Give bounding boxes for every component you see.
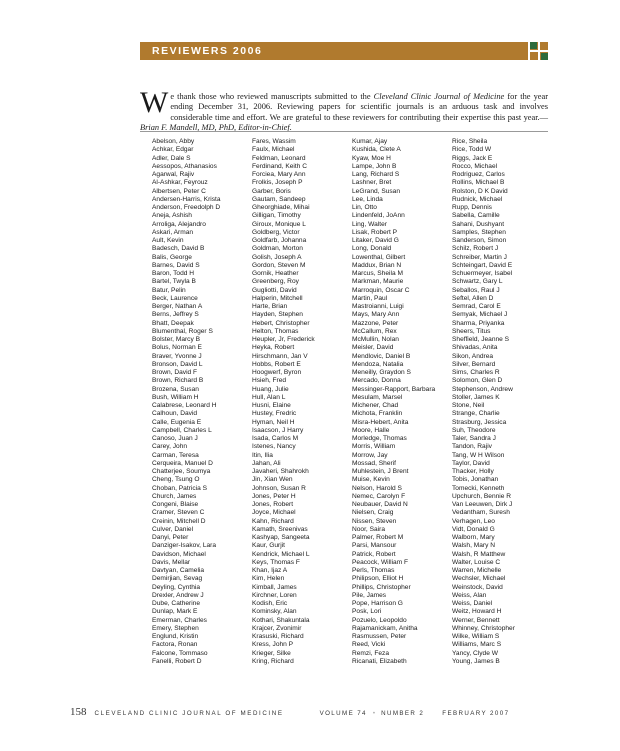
reviewer-name: Bolus, Norman E: [152, 344, 202, 352]
ccjm-cross-logo-icon: [530, 42, 548, 60]
reviewer-name: Nemec, Carolyn F: [352, 492, 406, 500]
reviewer-name: Moore, Halle: [352, 426, 390, 434]
reviewer-name: Young, James B: [452, 657, 500, 665]
reviewer-name: Rodriguez, Carlos: [452, 171, 505, 178]
reviewer-name: Krajcer, Zvonimir: [252, 624, 302, 632]
reviewer-name: Werner, Bennett: [452, 616, 500, 624]
journal-name: CLEVELAND CLINIC JOURNAL OF MEDICINE: [94, 710, 284, 717]
reviewer-name: Frolkis, Joseph P: [252, 179, 303, 187]
reviewer-name: Phillips, Christopher: [352, 583, 411, 591]
reviewer-name: Aessopos, Athanasios: [152, 162, 217, 170]
reviewer-name: Pile, James: [352, 591, 387, 599]
reviewer-name: Gautam, Sandeep: [252, 195, 306, 203]
reviewer-name: Kashyap, Sangeeta: [252, 534, 310, 541]
reviewer-name: Sims, Charles R: [452, 369, 500, 376]
reviewer-name: Meisler, David: [352, 344, 394, 352]
reviewer-name: Peacock, William F: [352, 558, 409, 566]
reviewer-name: Rice, Sheila: [452, 138, 488, 145]
reviewer-name: Lashner, Bret: [352, 179, 392, 187]
reviewer-name: Tang, W H Wilson: [452, 451, 505, 459]
reviewer-name: Kamath, Sreenivas: [252, 525, 308, 533]
reviewer-name: Badesch, David B: [152, 245, 205, 253]
reviewer-name: Fares, Wassim: [252, 138, 296, 145]
journal-title: Cleveland Clinic Journal of Medicine: [373, 92, 505, 101]
reviewer-name: Yancy, Clyde W: [452, 649, 498, 657]
reviewer-name: Itin, Ilia: [252, 451, 273, 459]
reviewer-name: Mercado, Donna: [352, 377, 401, 385]
reviewer-name: Church, James: [152, 492, 197, 500]
reviewer-name: Dube, Catherine: [152, 600, 201, 607]
reviewer-name: Carman, Teresa: [152, 451, 199, 459]
reviewer-name: Weinstock, David: [452, 583, 503, 591]
reviewer-name: Lee, Linda: [352, 195, 383, 203]
reviewer-name: Taylor, David: [452, 459, 490, 467]
reviewer-name: Strasburg, Jessica: [452, 418, 507, 426]
reviewer-name: Bartel, Twyla B: [152, 278, 196, 286]
reviewer-name: Helton, Thomas: [252, 327, 299, 335]
reviewer-name: Hsieh, Fred: [252, 377, 287, 385]
reviewer-name: Kim, Helen: [252, 575, 285, 583]
reviewer-name: Gornik, Heather: [252, 270, 299, 277]
reviewer-name: Golish, Joseph A: [252, 253, 302, 261]
reviewer-name: Rasmussen, Peter: [352, 633, 407, 640]
reviewer-name: Walter, Louise C: [452, 558, 501, 566]
reviewer-name: Philipson, Elliot H: [352, 575, 404, 583]
reviewer-name: Tandon, Rajiv: [452, 443, 492, 451]
reviewer-name: Calabrese, Leonard H: [152, 402, 217, 409]
reviewer-name: Calhoun, David: [152, 410, 198, 418]
reviewer-name: Balis, George: [152, 253, 192, 261]
reviewer-name: Rolston, D K David: [452, 187, 508, 195]
reviewer-name: Strange, Charlie: [452, 410, 500, 418]
reviewer-name: Albertsen, Peter C: [152, 187, 206, 195]
reviewer-name: Berger, Nathan A: [152, 303, 203, 310]
reviewer-name: Hyman, Neil H: [252, 418, 295, 426]
reviewer-name: Giroux, Monique L: [252, 220, 306, 228]
reviewer-name: Seballos, Raul J: [452, 286, 500, 294]
reviewer-name: Semyak, Michael J: [452, 311, 508, 319]
reviewer-name: Fanelli, Robert D: [152, 657, 202, 665]
reviewer-name: Falcone, Tommaso: [152, 649, 208, 657]
reviewer-name: Isaacson, J Harry: [252, 426, 304, 434]
reviewer-column-3: [352, 138, 452, 666]
reviewer-name: Gilligan, Timothy: [252, 212, 301, 220]
reviewer-name: Chatterjee, Soumya: [152, 468, 211, 475]
reviewer-name: Tobis, Jonathan: [452, 476, 499, 484]
reviewer-name: Wilke, William S: [452, 633, 500, 640]
reviewer-name: Hayden, Stephen: [252, 311, 303, 319]
reviewer-name: Calle, Eugenia E: [152, 418, 202, 426]
reviewer-name: Greenberg, Roy: [252, 278, 299, 286]
reviewer-name: Parsi, Mansour: [352, 542, 397, 550]
page-number: 158: [70, 706, 87, 718]
separator: •: [372, 710, 376, 717]
reviewer-name: Mossad, Sherif: [352, 459, 396, 467]
reviewer-name: Kress, John P: [252, 641, 294, 649]
reviewer-name: Culver, Daniel: [152, 525, 194, 533]
reviewer-name: Bush, William H: [152, 393, 199, 401]
editor-signature: Brian F. Mandell, MD, PhD, Editor-in-Chief.: [140, 123, 292, 133]
reviewer-name: Patrick, Robert: [352, 550, 396, 558]
reviewer-name: Sabella, Camille: [452, 212, 500, 220]
reviewer-name: Javaheri, Shahrokh: [252, 468, 309, 475]
reviewer-name: Vedantham, Suresh: [452, 509, 510, 517]
reviewer-name: Cramer, Steven C: [152, 509, 205, 517]
reviewer-name: Carey, John: [152, 443, 188, 451]
reviewer-name: Ricanati, Elizabeth: [352, 657, 407, 665]
reviewer-name: McCallum, Rex: [352, 327, 397, 335]
reviewer-name: Neubauer, David N: [352, 501, 408, 508]
reviewer-name: Rollins, Michael B: [452, 179, 505, 187]
reviewer-name: Weitz, Howard H: [452, 608, 502, 616]
reviewer-name: Lampe, John B: [352, 162, 397, 170]
reviewer-name: Faulx, Michael: [252, 146, 295, 154]
reviewer-name: Krasuski, Richard: [252, 633, 304, 640]
reviewer-name: Englund, Kristin: [152, 633, 199, 640]
reviewer-name: Thacker, Holly: [452, 468, 494, 475]
reviewer-name: Kring, Richard: [252, 657, 294, 665]
reviewer-name: Morledge, Thomas: [352, 435, 407, 442]
reviewer-name: Creinin, Mitchell D: [152, 517, 206, 525]
reviewer-name: Canoso, Juan J: [152, 435, 198, 442]
reviewer-name: Husni, Elaine: [252, 402, 291, 409]
reviewer-name: Litaker, David G: [352, 237, 399, 244]
issue-date: FEBRUARY 2007: [442, 710, 510, 717]
reviewer-name: Upchurch, Bennie R: [452, 492, 512, 500]
reviewer-name: Feldman, Leonard: [252, 154, 306, 162]
reviewer-name: Lowenthal, Gilbert: [352, 253, 406, 261]
reviewer-name: Goldfarb, Johanna: [252, 237, 307, 244]
reviewer-column-1: [152, 138, 252, 666]
reviewer-name: Hoogwerf, Byron: [252, 369, 302, 376]
reviewer-name: Brown, Richard B: [152, 377, 204, 385]
reviewer-name: Davtyan, Camelia: [152, 567, 205, 574]
reviewer-name: Mendlovic, Daniel B: [352, 352, 411, 360]
reviewer-name: Hull, Alan L: [252, 393, 286, 401]
reviewer-name: Pozuelo, Leopoldo: [352, 616, 407, 624]
reviewer-name: Baron, Todd H: [152, 270, 195, 277]
reviewer-name: Andersen-Harris, Krista: [152, 195, 221, 203]
reviewer-name: Mesulam, Marsel: [352, 393, 403, 401]
reviewer-name: Tomecki, Kenneth: [452, 484, 505, 492]
reviewer-name: Harte, Brian: [252, 303, 288, 310]
reviewer-name: Jones, Peter H: [252, 492, 296, 500]
reviewer-name: Martin, Paul: [352, 294, 388, 302]
reviewer-name: Sahani, Dushyant: [452, 220, 505, 228]
reviewer-name: Emery, Stephen: [152, 624, 199, 632]
reviewer-name: Kominsky, Alan: [252, 608, 297, 616]
reviewer-name: Ling, Walter: [352, 220, 387, 228]
divider: [140, 131, 548, 132]
reviewer-name: Meneilly, Graydon S: [352, 369, 411, 376]
reviewer-name: Danziger-Isakov, Lara: [152, 542, 217, 550]
reviewer-name: Cheng, Tsung O: [152, 476, 200, 484]
reviewer-name: Krieger, Silke: [252, 649, 291, 657]
reviewer-name: Garber, Boris: [252, 187, 291, 195]
reviewer-name: Kyaw, Moe H: [352, 154, 391, 162]
reviewer-name: Kumar, Ajay: [352, 138, 388, 145]
reviewer-name: Rajamanickam, Anitha: [352, 624, 418, 632]
reviewer-name: Mazzone, Peter: [352, 319, 399, 327]
reviewer-name: Brozena, Susan: [152, 385, 199, 393]
reviewer-name: Berns, Jeffrey S: [152, 311, 199, 319]
reviewer-name: Demirjian, Sevag: [152, 575, 203, 583]
reviewer-name: Schreiber, Martin J: [452, 253, 507, 261]
reviewer-name: Joyce, Michael: [252, 509, 296, 517]
reviewer-name: Kodish, Eric: [252, 600, 288, 607]
reviewer-name: Stephenson, Andrew: [452, 385, 513, 393]
reviewer-name: Lindenfeld, JoAnn: [352, 212, 405, 220]
reviewer-name: Nissen, Steven: [352, 517, 397, 525]
reviewer-name: Morris, William: [352, 443, 396, 451]
reviewer-name: Suh, Theodore: [452, 426, 496, 434]
reviewer-name: Long, Donald: [352, 245, 392, 253]
reviewer-name: Achkar, Edgar: [152, 146, 194, 154]
reviewer-name: Reed, Vicki: [352, 641, 386, 649]
reviewer-name: Kimball, James: [252, 583, 297, 591]
reviewer-name: Davis, Mellar: [152, 558, 191, 566]
reviewer-name: Jones, Robert: [252, 501, 294, 508]
reviewer-name: Nelson, Harold S: [352, 484, 402, 492]
reviewer-name: Michener, Chad: [352, 402, 399, 409]
reviewer-name: Shivadas, Anita: [452, 344, 498, 352]
reviewer-name: Arroliga, Alejandro: [152, 220, 206, 228]
reviewer-name: Choban, Patricia S: [152, 484, 207, 492]
reviewer-name: Muise, Kevin: [352, 476, 390, 484]
reviewer-name: Braver, Yvonne J: [152, 352, 202, 360]
reviewer-name: Factora, Ronan: [152, 641, 198, 649]
page-footer: [70, 706, 509, 720]
reviewer-name: Marcus, Sheila M: [352, 270, 403, 277]
reviewer-name: Marroquin, Oscar C: [352, 286, 410, 294]
reviewer-name: Kushida, Clete A: [352, 146, 401, 154]
reviewer-name: McMullin, Nolan: [352, 336, 399, 343]
reviewer-name: Schuermeyer, Isabel: [452, 270, 513, 277]
reviewer-name: Campbell, Charles L: [152, 426, 212, 434]
reviewer-name: Mastroianni, Luigi: [352, 303, 404, 310]
reviewer-name: Seftel, Allen D: [452, 294, 494, 302]
reviewer-name: Heupler, Jr, Frederick: [252, 336, 315, 343]
reviewer-name: Agarwal, Rajiv: [152, 171, 195, 178]
reviewer-name: Brown, David F: [152, 369, 198, 376]
reviewer-name: Anderson, Freedolph D: [152, 204, 221, 211]
reviewer-name: Ferdinand, Keith C: [252, 162, 307, 170]
reviewer-name: Congeni, Blaise: [152, 501, 199, 508]
reviewer-name: Bolster, Marcy B: [152, 336, 201, 343]
intro-text-1: e thank those who reviewed manuscripts submitted to the: [170, 92, 374, 101]
reviewer-name: Al-Ashkar, Feyrouz: [152, 179, 208, 187]
reviewer-name: Batur, Pelin: [152, 286, 186, 294]
reviewer-name: Lisak, Robert P: [352, 228, 398, 236]
reviewer-name: Mendoza, Natalia: [352, 360, 404, 368]
reviewer-name: Weiss, Daniel: [452, 600, 493, 607]
reviewer-name: Kothari, Shakuntala: [252, 616, 310, 624]
reviewer-name: Wechsler, Michael: [452, 575, 506, 583]
reviewer-name: Stoller, James K: [452, 393, 500, 401]
reviewer-name: Riggs, Jack E: [452, 154, 493, 162]
reviewer-name: Hustey, Fredric: [252, 410, 297, 418]
reviewer-name: Schwartz, Gary L: [452, 278, 503, 286]
reviewer-name: Kaur, Gurjit: [252, 542, 285, 550]
reviewer-name: Goldman, Morton: [252, 245, 303, 253]
reviewer-list: [152, 138, 552, 666]
reviewer-name: Sikon, Andrea: [452, 352, 494, 360]
reviewer-name: Rupp, Dennis: [452, 204, 492, 211]
reviewer-name: Gugliotti, David: [252, 286, 297, 294]
reviewer-name: Van Leeuwen, Dirk J: [452, 501, 513, 508]
reviewer-name: Barnes, David S: [152, 261, 200, 269]
reviewer-name: Askari, Arman: [152, 228, 194, 236]
reviewer-name: Lang, Richard S: [352, 171, 400, 178]
reviewer-name: Rice, Todd W: [452, 146, 492, 154]
reviewer-name: Whinney, Christopher: [452, 624, 515, 632]
reviewer-name: Morrow, Jay: [352, 451, 388, 459]
reviewer-name: Davidson, Michael: [152, 550, 206, 558]
reviewer-name: Nielsen, Craig: [352, 509, 394, 517]
intro-paragraph: [140, 86, 548, 134]
reviewer-name: Sharma, Priyanka: [452, 319, 505, 327]
reviewer-name: Khan, Ijaz A: [252, 567, 288, 574]
reviewer-name: Rocco, Michael: [452, 162, 498, 170]
reviewer-name: Goldberg, Victor: [252, 228, 300, 236]
reviewer-name: Silver, Bernard: [452, 360, 496, 368]
reviewer-name: Dunlap, Mark E: [152, 608, 198, 616]
reviewer-name: Sanderson, Simon: [452, 237, 507, 244]
reviewer-name: Sheffield, Jeanne S: [452, 336, 510, 343]
reviewer-name: Verhagen, Leo: [452, 517, 495, 525]
section-title: REVIEWERS 2006: [152, 45, 263, 57]
reviewer-name: Pope, Harrison G: [352, 600, 403, 607]
reviewer-name: Keys, Thomas F: [252, 558, 300, 566]
volume: VOLUME 74: [319, 710, 367, 717]
reviewer-name: Isada, Carlos M: [252, 435, 299, 442]
reviewer-name: Semrad, Carol E: [452, 303, 501, 310]
reviewer-name: Weiss, Alan: [452, 591, 487, 599]
reviewer-name: Hebert, Christopher: [252, 319, 310, 327]
drop-cap: W: [140, 86, 169, 119]
reviewer-name: Jahan, Ali: [252, 459, 281, 467]
reviewer-name: Schteingart, David E: [452, 261, 513, 269]
intro-text-2: for the year ending December 31, 2006. Reviewing papers for scientific journals is an arduous task and involves considerable time and effort. We are grateful to these reviewers for contributing their expertise this past year.—: [170, 92, 548, 122]
reviewer-name: Posk, Lori: [352, 608, 382, 616]
reviewer-name: Noor, Saira: [352, 525, 385, 533]
reviewer-name: Bhatt, Deepak: [152, 319, 194, 327]
reviewer-name: Gordon, Steven M: [252, 261, 306, 269]
reviewer-column-2: [252, 138, 352, 666]
issue-number: NUMBER 2: [381, 710, 425, 717]
reviewer-name: Markman, Maurie: [352, 278, 404, 286]
reviewer-name: Walsh, R Matthew: [452, 550, 506, 558]
reviewer-name: Sheers, Titus: [452, 327, 491, 335]
reviewer-name: Schilz, Robert J: [452, 245, 499, 253]
reviewer-name: LeGrand, Susan: [352, 187, 401, 195]
reviewer-name: Maddux, Brian N: [352, 261, 402, 269]
reviewer-name: Danyi, Peter: [152, 534, 189, 541]
reviewer-name: Forciea, Mary Ann: [252, 171, 306, 178]
reviewer-name: Cerqueira, Manuel D: [152, 459, 213, 467]
section-banner: [140, 42, 528, 60]
reviewer-name: Michota, Franklin: [352, 410, 403, 418]
reviewer-name: Perls, Thomas: [352, 567, 395, 574]
reviewer-name: Misra-Hebert, Anita: [352, 418, 409, 426]
reviewer-name: Hirschmann, Jan V: [252, 352, 308, 360]
reviewer-name: Abelson, Abby: [152, 138, 195, 145]
reviewer-name: Bronson, David L: [152, 360, 203, 368]
reviewer-name: Istenes, Nancy: [252, 443, 296, 451]
reviewer-name: Heyka, Robert: [252, 344, 295, 352]
reviewer-name: Walsh, Mary N: [452, 542, 495, 550]
reviewer-name: Lin, Otto: [352, 204, 377, 211]
reviewer-name: Mays, Mary Ann: [352, 311, 400, 319]
reviewer-name: Deyling, Cynthia: [152, 583, 201, 591]
reviewer-name: Ault, Kevin: [152, 237, 184, 244]
reviewer-name: Kahn, Richard: [252, 517, 294, 525]
reviewer-name: Williams, Marc S: [452, 641, 502, 649]
reviewer-name: Kendrick, Michael L: [252, 550, 310, 558]
reviewer-name: Halperin, Mitchell: [252, 294, 303, 302]
reviewer-name: Rudnick, Michael: [452, 195, 503, 203]
reviewer-name: Hobbs, Robert E: [252, 360, 301, 368]
reviewer-name: Emerman, Charles: [152, 616, 207, 624]
reviewer-name: Stone, Neil: [452, 402, 485, 409]
reviewer-name: Jin, Xian Wen: [252, 476, 293, 484]
reviewer-name: Kirchner, Loren: [252, 591, 297, 599]
reviewer-name: Palmer, Robert M: [352, 534, 404, 541]
reviewer-name: Taler, Sandra J: [452, 435, 496, 442]
reviewer-name: Warren, Michelle: [452, 567, 502, 574]
reviewer-name: Walborn, Mary: [452, 534, 495, 541]
reviewer-name: Gheorghiade, Mihai: [252, 204, 310, 211]
reviewer-name: Aneja, Ashish: [152, 212, 192, 220]
reviewer-name: Vidt, Donald G: [452, 525, 495, 533]
reviewer-column-4: [452, 138, 552, 666]
reviewer-name: Drexler, Andrew J: [152, 591, 204, 599]
reviewer-name: Remzi, Feza: [352, 649, 390, 657]
reviewer-name: Adler, Dale S: [152, 154, 191, 162]
reviewer-name: Muhlestein, J Brent: [352, 468, 409, 475]
reviewer-name: Messinger-Rapport, Barbara: [352, 385, 436, 393]
reviewer-name: Solomon, Glen D: [452, 377, 503, 385]
reviewer-name: Johnson, Susan R: [252, 484, 306, 492]
reviewer-name: Huang, Julie: [252, 385, 289, 393]
reviewer-name: Samples, Stephen: [452, 228, 506, 236]
reviewer-name: Blumenthal, Roger S: [152, 327, 213, 335]
reviewer-name: Beck, Laurence: [152, 294, 198, 302]
